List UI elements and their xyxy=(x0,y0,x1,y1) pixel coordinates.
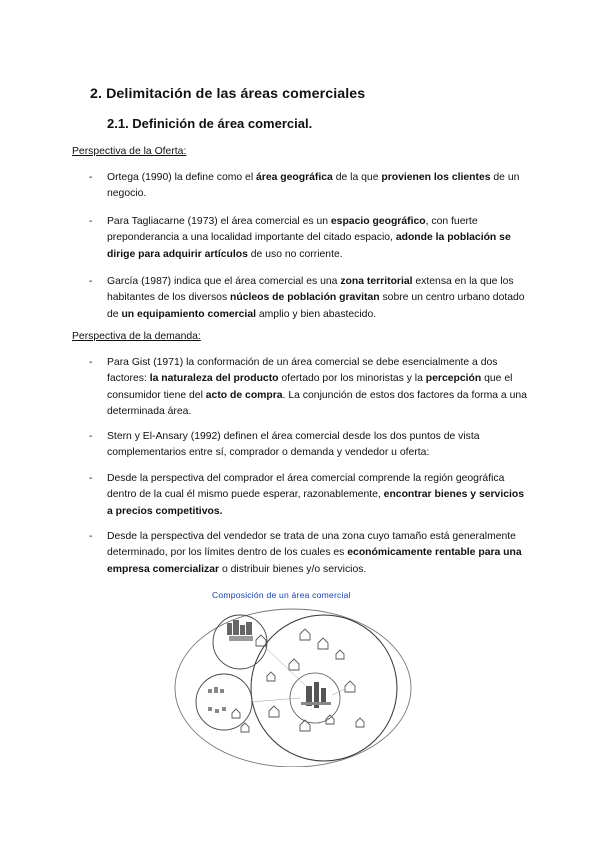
emphasis-text: provienen los clientes xyxy=(381,172,491,183)
section-heading: 2. Delimitación de las áreas comerciales xyxy=(90,86,366,102)
emphasis-text: la naturaleza del producto xyxy=(149,373,279,385)
emphasis-text: adonde la población se dirige para adquirir artículos xyxy=(107,232,511,260)
text-run: Stern y El-Ansary (1992) definen el área comercial desde los dos puntos de vista complementarios entre sí, comprador o demanda y vendedor u oferta: xyxy=(107,431,480,459)
emphasis-text: percepción xyxy=(425,373,482,385)
text-run: ofertado por los minoristas y la xyxy=(278,373,426,385)
emphasis-text: encontrar bienes y servicios a precios competitivos. xyxy=(107,489,525,517)
text-run: que el consumidor tiene del xyxy=(107,373,513,401)
text-run: Desde la perspectiva del vendedor se trata de una zona cuyo tamaño está generalmente determinado, por los límites dentro de los cuales es xyxy=(107,531,516,559)
supply-item xyxy=(72,274,532,323)
emphasis-text: económicamente rentable para una empresa comercializar xyxy=(107,547,522,575)
emphasis-text: un equipamiento comercial xyxy=(121,308,256,320)
list-dash: - xyxy=(89,357,93,368)
text-run: Para Gist (1971) la conformación de un área comercial se debe esencialmente a dos factores: xyxy=(107,357,498,385)
text-run: Para Tagliacarne (1973) el área comercial es un xyxy=(107,216,331,227)
list-dash: - xyxy=(89,172,93,183)
list-dash: - xyxy=(89,431,93,442)
supply-item-text xyxy=(107,170,532,203)
list-dash: - xyxy=(89,473,93,484)
demand-item xyxy=(72,471,532,520)
outer-area-ellipse xyxy=(175,609,411,767)
supply-item-text xyxy=(107,214,532,263)
emphasis-text: acto de compra xyxy=(205,389,283,401)
demand-item xyxy=(72,429,532,462)
list-dash: - xyxy=(89,276,93,287)
text-run: de uso no corriente. xyxy=(247,248,343,260)
demand-item xyxy=(72,529,532,578)
text-run: Ortega (1990) la define como el xyxy=(107,172,257,183)
demand-perspective-label: Perspectiva de la demanda: xyxy=(72,331,201,342)
text-run: de la que xyxy=(332,172,382,183)
text-run: extensa en la que los habitantes de los diversos xyxy=(107,276,514,304)
supply-item xyxy=(72,170,532,203)
demand-item-text xyxy=(107,355,532,421)
text-run: , con fuerte preponderancia a una localidad importante del citado espacio, xyxy=(107,216,478,244)
town-circle-bottom xyxy=(196,674,252,730)
demand-item xyxy=(72,355,532,421)
supply-perspective-label: Perspectiva de la Oferta: xyxy=(72,146,187,157)
trade-area-diagram xyxy=(160,585,430,767)
figure-title: Composición de un área comercial xyxy=(212,590,351,600)
flow-arrows xyxy=(250,647,345,702)
commercial-core-icon xyxy=(301,682,331,708)
village-buildings-icon xyxy=(208,687,226,713)
demand-item-text xyxy=(107,529,532,578)
supply-item-text xyxy=(107,274,532,323)
emphasis-text: área geográfica xyxy=(256,172,333,183)
emphasis-text: espacio geográfico xyxy=(330,216,426,227)
demand-item-text xyxy=(107,429,532,462)
supply-item xyxy=(72,214,532,263)
trade-area-figure xyxy=(160,585,430,767)
text-run: amplio y bien abastecido. xyxy=(255,308,377,320)
text-run: de un negocio. xyxy=(107,172,520,200)
text-run: García (1987) indica que el área comercial es una xyxy=(107,276,341,287)
text-run: o distribuir bienes y/o servicios. xyxy=(219,563,367,575)
text-run: sobre un centro urbano dotado de xyxy=(107,292,525,320)
emphasis-text: núcleos de población gravitan xyxy=(230,292,380,304)
list-dash: - xyxy=(89,531,93,542)
subsection-heading: 2.1. Definición de área comercial. xyxy=(107,116,313,131)
demand-item-text xyxy=(107,471,532,520)
emphasis-text: zona territorial xyxy=(340,276,413,287)
city-buildings-icon xyxy=(227,620,253,641)
list-dash: - xyxy=(89,216,93,227)
text-run: Desde la perspectiva del comprador el área comercial comprende la región geográfica dentro de la cual él mismo puede esperar, razonablemente, xyxy=(107,473,505,501)
town-circle-top xyxy=(213,615,267,669)
text-run: . La conjunción de estos dos factores da forma a una determinada área. xyxy=(107,389,527,418)
